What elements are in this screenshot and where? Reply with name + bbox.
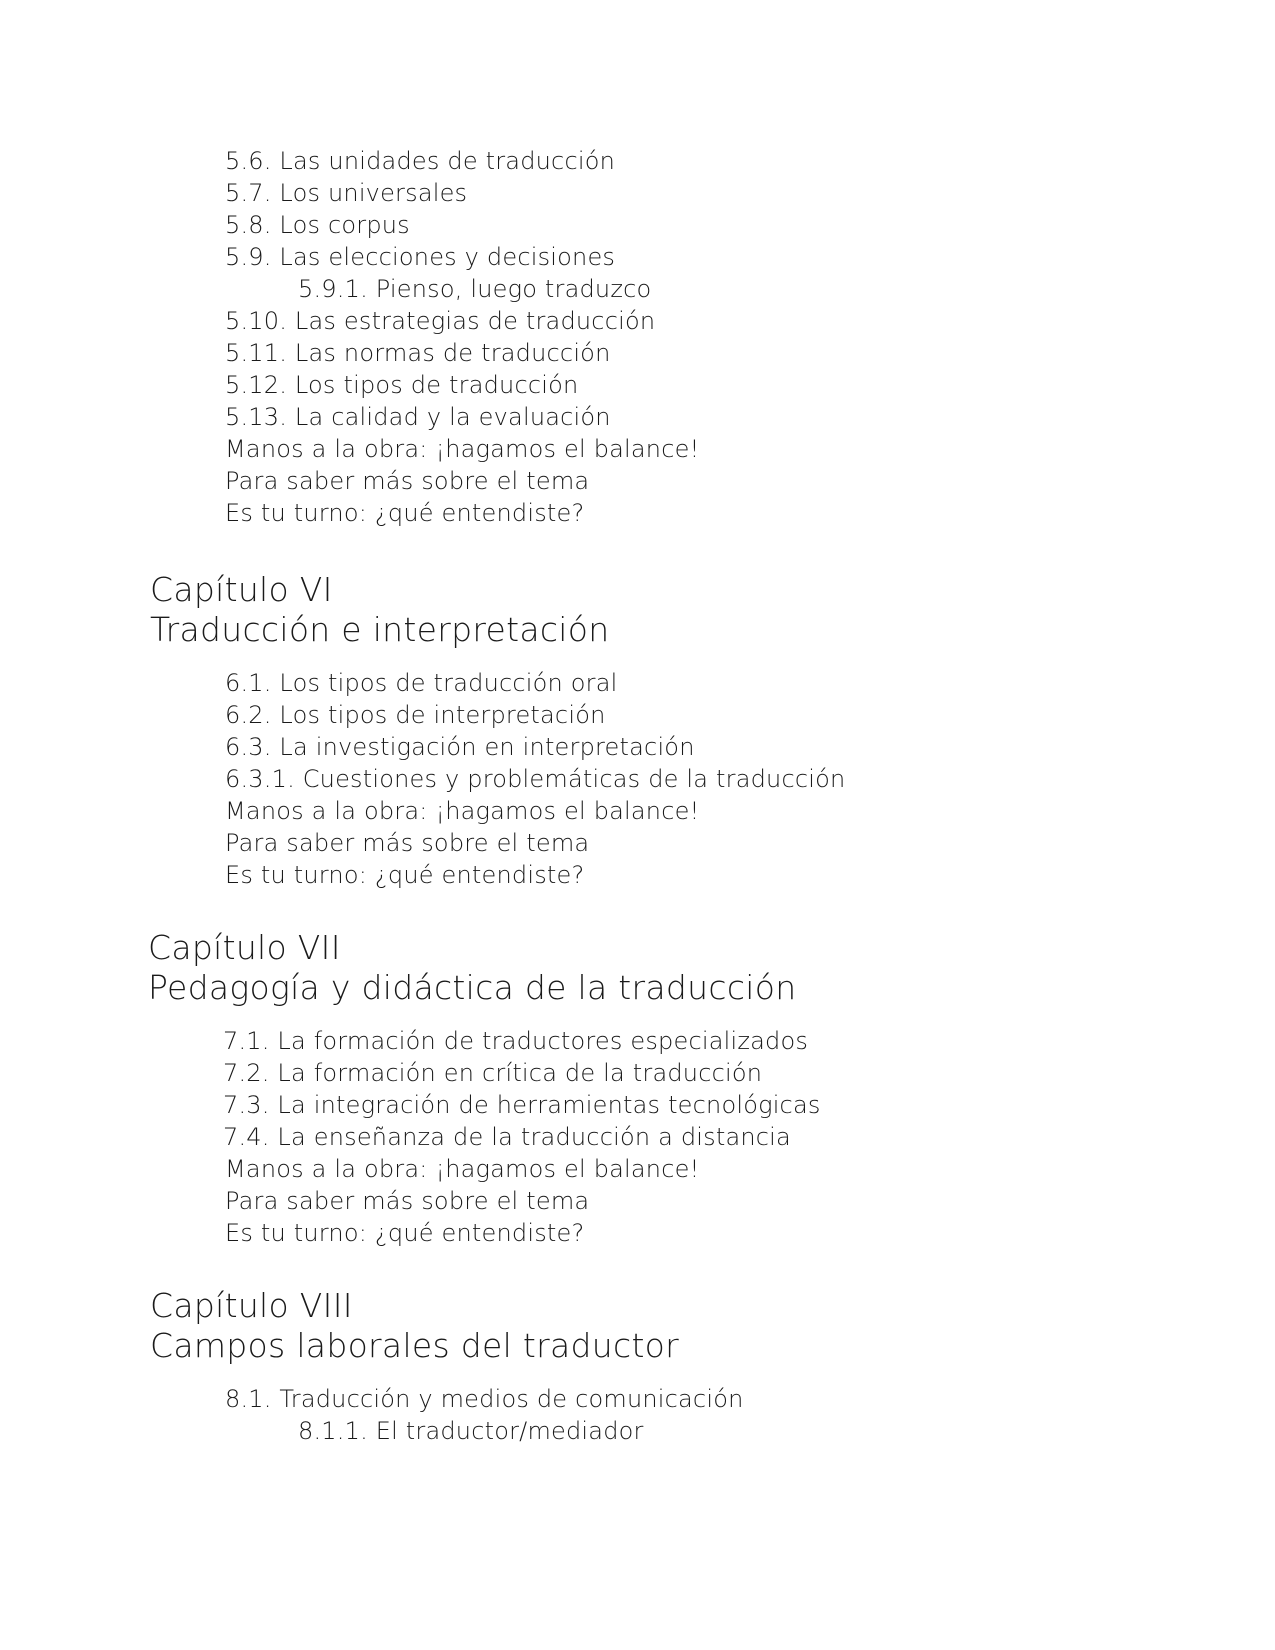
toc-entry: 5.10. Las estrategias de traducción	[225, 307, 656, 335]
toc-entry: 5.13. La calidad y la evaluación	[225, 403, 611, 431]
toc-entry: Manos a la obra: ¡hagamos el balance!	[225, 435, 700, 463]
toc-entry: 7.2. La formación en crítica de la traducción	[223, 1059, 763, 1087]
toc-entry: 7.4. La enseñanza de la traducción a distancia	[223, 1123, 791, 1151]
toc-entry: 6.3. La investigación en interpretación	[225, 733, 695, 761]
toc-entry: 5.7. Los universales	[225, 179, 468, 207]
toc-entry: Es tu turno: ¿qué entendiste?	[225, 861, 585, 889]
chapter-number: Capítulo VIII	[150, 1286, 353, 1325]
toc-entry: 5.8. Los corpus	[225, 211, 410, 239]
toc-entry: Manos a la obra: ¡hagamos el balance!	[225, 1155, 700, 1183]
toc-entry: Para saber más sobre el tema	[225, 1187, 590, 1215]
toc-entry: Es tu turno: ¿qué entendiste?	[225, 1219, 585, 1247]
chapter-title: Traducción e interpretación	[150, 610, 610, 649]
toc-entry: 6.2. Los tipos de interpretación	[225, 701, 606, 729]
toc-entry: 5.6. Las unidades de traducción	[225, 147, 616, 175]
toc-entry: Manos a la obra: ¡hagamos el balance!	[225, 797, 700, 825]
chapter-title: Campos laborales del traductor	[150, 1326, 680, 1365]
chapter-number: Capítulo VII	[148, 928, 341, 967]
toc-entry: 5.9. Las elecciones y decisiones	[225, 243, 616, 271]
chapter-number: Capítulo VI	[150, 570, 333, 609]
toc-entry: 7.1. La formación de traductores especializados	[223, 1027, 809, 1055]
chapter-title: Pedagogía y didáctica de la traducción	[148, 968, 797, 1007]
toc-entry: 6.3.1. Cuestiones y problemáticas de la traducción	[225, 765, 846, 793]
toc-subentry: 8.1.1. El traductor/mediador	[298, 1417, 644, 1445]
toc-entry: Para saber más sobre el tema	[225, 829, 590, 857]
toc-entry: 7.3. La integración de herramientas tecnológicas	[223, 1091, 821, 1119]
toc-subentry: 5.9.1. Pienso, luego traduzco	[298, 275, 652, 303]
toc-entry: 8.1. Traducción y medios de comunicación	[225, 1385, 744, 1413]
toc-entry: 5.12. Los tipos de traducción	[225, 371, 579, 399]
toc-entry: Es tu turno: ¿qué entendiste?	[225, 499, 585, 527]
toc-entry: 6.1. Los tipos de traducción oral	[225, 669, 618, 697]
toc-entry: Para saber más sobre el tema	[225, 467, 590, 495]
toc-entry: 5.11. Las normas de traducción	[225, 339, 611, 367]
